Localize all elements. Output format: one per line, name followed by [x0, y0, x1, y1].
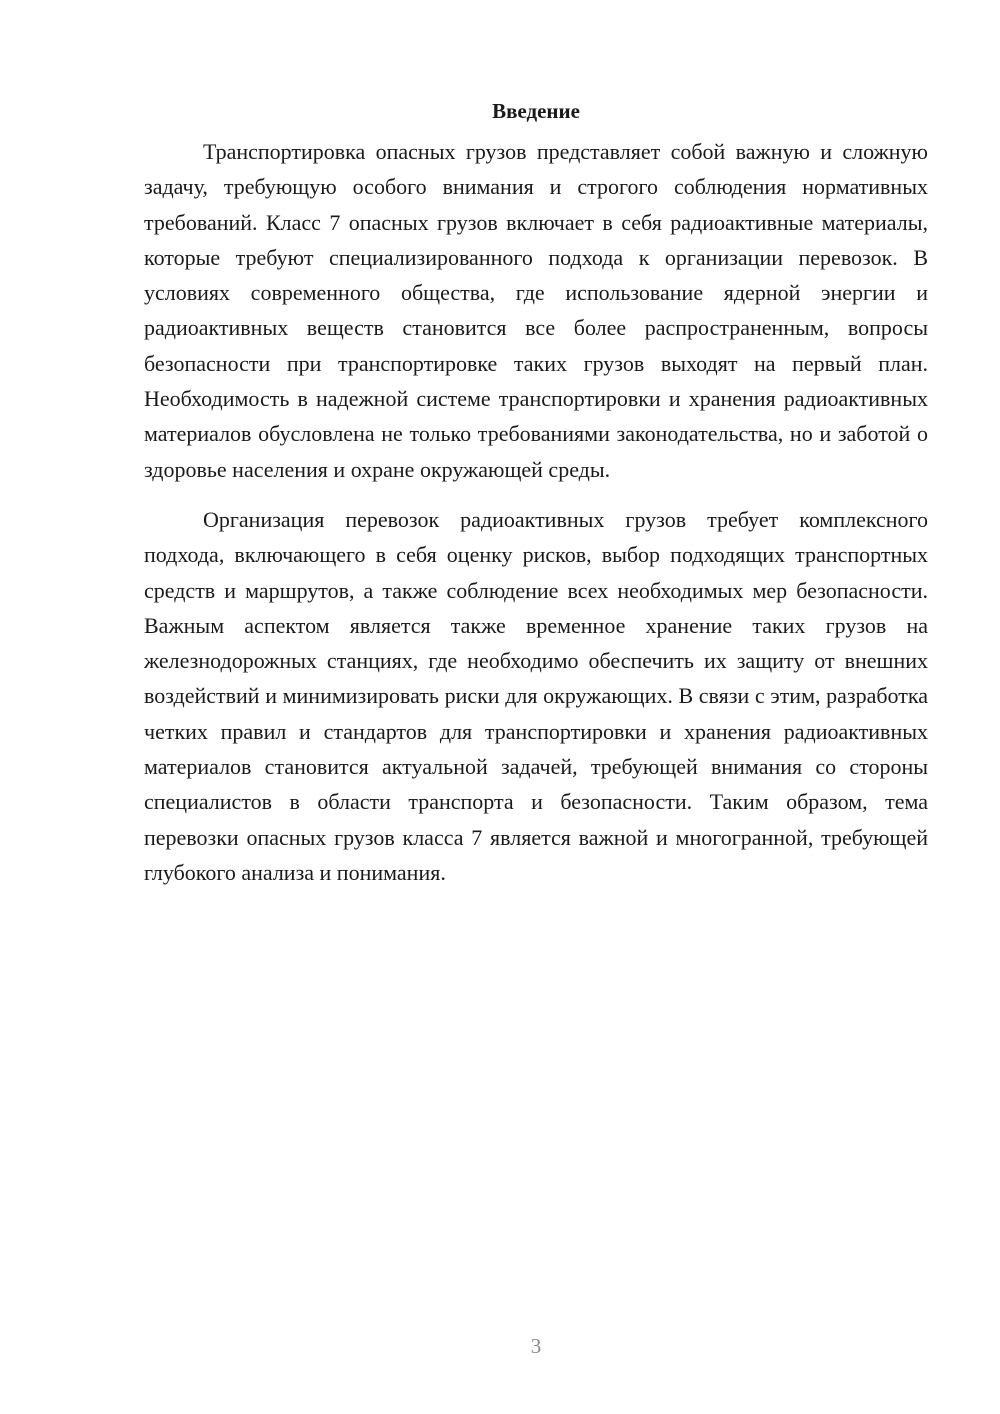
- page-content: [144, 98, 928, 890]
- page-number: 3: [530, 1334, 542, 1358]
- section-title: Введение: [492, 99, 580, 123]
- paragraph-2: Организация перевозок радиоактивных грузов требует комплексного подхода, включающего в себя оценку рисков, выбор подходящих транспортных средств и маршрутов, а также соблюдение всех необходимых мер безопасности. Важным аспектом является также временное хранение таких грузов на железнодорожных станциях, где необходимо обеспечить их защиту от внешних воздействий и минимизировать риски для окружающих. В связи с этим, разработка четких правил и стандартов для транспортировки и хранения радиоактивных материалов становится актуальной задачей, требующей внимания со стороны специалистов в области транспорта и безопасности. Таким образом, тема перевозки опасных грузов класса 7 является важной и многогранной, требующей глубокого анализа и понимания.: [144, 506, 928, 885]
- paragraph-1: Транспортировка опасных грузов представляет собой важную и сложную задачу, требующую особого внимания и строгого соблюдения нормативных требований. Класс 7 опасных грузов включает в себя радиоактивные материалы, которые требуют специализированного подхода к организации перевозок. В условиях современного общества, где использование ядерной энергии и радиоактивных веществ становится все более распространенным, вопросы безопасности при транспортировке таких грузов выходят на первый план. Необходимость в надежной системе транспортировки и хранения радиоактивных материалов обусловлена не только требованиями законодательства, но и заботой о здоровье населения и охране окружающей среды.: [144, 139, 928, 482]
